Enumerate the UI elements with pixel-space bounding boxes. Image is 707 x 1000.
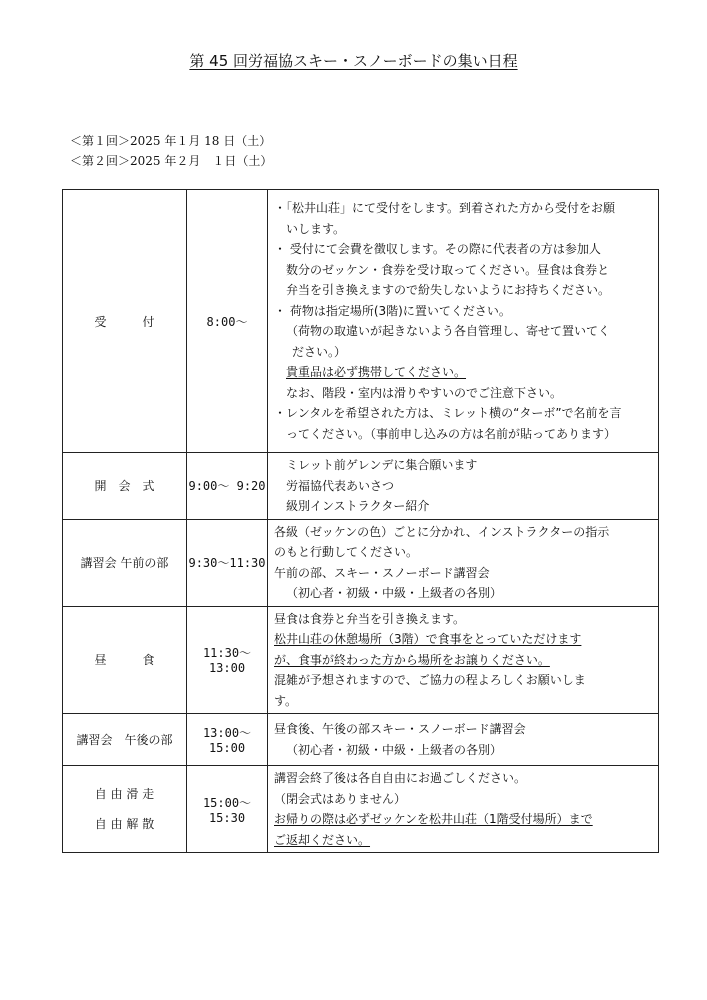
description-line: 級別インストラクター紹介 — [286, 499, 430, 513]
table-row — [63, 190, 659, 453]
description-line: （初心者・初級・中級・上級者の各別） — [286, 586, 503, 600]
description-line: 数分のゼッケン・食券を受け取ってください。昼食は食券と — [286, 262, 610, 277]
table-row — [63, 453, 659, 520]
description-line: 貴重品は必ず携帯してください。 — [286, 365, 467, 379]
table-row — [63, 519, 659, 606]
item-label: 自 由 解 散 — [94, 817, 155, 831]
item-label: 講習会 午前の部 — [80, 556, 169, 570]
description-line: ださい。） — [292, 344, 347, 359]
event-dates — [70, 131, 272, 171]
table-row — [63, 766, 659, 853]
description-line: ミレット前ゲレンデに集合願います — [286, 458, 478, 472]
description-line: ・レンタルを希望された方は、ミレット横の“ターボ”で名前を言 — [274, 406, 622, 420]
description-line: 労福協代表あいさつ — [286, 478, 395, 493]
description-line: ・ 荷物は指定場所(3階)に置いてください。 — [274, 303, 511, 318]
description-line: 講習会終了後は各自自由にお過ごしください。 — [274, 771, 527, 785]
description-line: なお、階段・室内は滑りやすいのでご注意下さい。 — [286, 385, 563, 400]
time-cell: 8:00〜 — [187, 190, 268, 453]
description-line: （閉会式はありません） — [274, 791, 407, 806]
item-label: 自 由 滑 走 — [94, 787, 155, 801]
item-label: 受 付 — [94, 314, 155, 329]
description-cell — [268, 714, 659, 766]
description-line: 各級（ゼッケンの色）ごとに分かれ、インストラクターの指示 — [274, 524, 610, 539]
description-cell — [268, 190, 659, 453]
description-line: ご返却ください。 — [274, 832, 371, 847]
description-line: 午前の部、スキー・スノーボード講習会 — [274, 565, 490, 580]
description-line: す。 — [274, 693, 298, 708]
time-cell: 13:00〜15:00 — [187, 714, 268, 766]
table-row — [63, 714, 659, 766]
time-cell: 9:00〜 9:20 — [187, 453, 268, 520]
time-cell: 11:30〜13:00 — [187, 606, 268, 714]
time-cell: 15:00〜15:30 — [187, 766, 268, 853]
item-label: 開 会 式 — [94, 479, 155, 494]
description-line: ・「松井山荘」にて受付をします。到着された方から受付をお願 — [274, 201, 616, 215]
item-cell — [63, 519, 187, 606]
item-cell — [63, 766, 187, 853]
description-cell — [268, 453, 659, 520]
description-line: ってください。（事前申し込みの方は名前が貼ってあります） — [286, 426, 617, 441]
description-cell — [268, 606, 659, 714]
description-line: お帰りの際は必ずゼッケンを松井山荘（1階受付場所）まで — [274, 812, 593, 826]
description-line: 昼食は食券と弁当を引き換えます。 — [274, 611, 466, 626]
item-label: 昼 食 — [94, 653, 155, 668]
title-text: 第 45 回労福協スキー・スノーボードの集い日程 — [189, 52, 518, 70]
description-line: が、食事が終わった方から場所をお譲りください。 — [274, 652, 550, 667]
description-cell — [268, 519, 659, 606]
description-line: ・ 受付にて会費を徴収します。その際に代表者の方は参加人 — [274, 242, 601, 256]
item-cell — [63, 453, 187, 520]
item-label: 講習会 午後の部 — [76, 733, 173, 747]
table-row — [63, 606, 659, 714]
description-cell — [268, 766, 659, 853]
description-line: いします。 — [286, 221, 346, 236]
time-cell: 9:30〜11:30 — [187, 519, 268, 606]
date-round-2: ＜第２回＞2025 年２月 １日（土） — [70, 154, 273, 168]
item-cell — [63, 714, 187, 766]
description-line: 昼食後、午後の部スキー・スノーボード講習会 — [274, 722, 526, 736]
description-line: 松井山荘の休憩場所（3階）で食事をとっていただけます — [274, 632, 582, 646]
item-cell — [63, 190, 187, 453]
page-title — [0, 50, 707, 71]
description-line: 弁当を引き換えますので紛失しないようにお持ちください。 — [286, 283, 611, 297]
schedule-table — [62, 189, 659, 853]
date-round-1: ＜第１回＞2025 年１月 18 日（土） — [70, 134, 272, 148]
description-line: （荷物の取違いが起きないよう各自管理し、寄せて置いてく — [286, 324, 611, 338]
description-line: 混雑が予想されますので、ご協力の程よろしくお願いしま — [274, 673, 586, 687]
description-line: （初心者・初級・中級・上級者の各別） — [286, 742, 503, 757]
item-cell — [63, 606, 187, 714]
description-line: のもと行動してください。 — [274, 545, 419, 559]
